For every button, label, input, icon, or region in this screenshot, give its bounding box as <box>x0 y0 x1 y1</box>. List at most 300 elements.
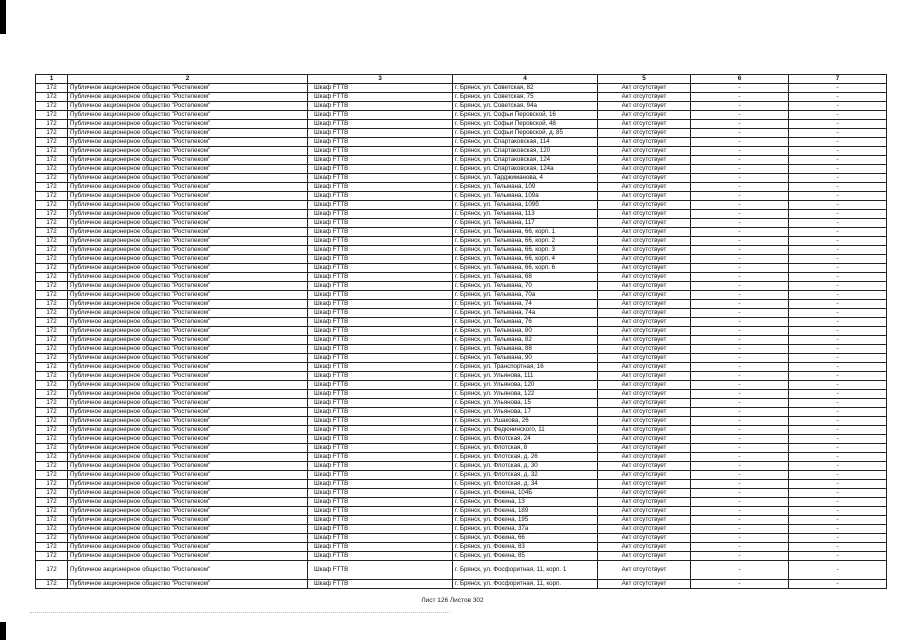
cell-owner: Публичное акционерное общество "Ростелеком" <box>68 237 308 246</box>
cell-owner: Публичное акционерное общество "Ростелеком" <box>68 264 308 273</box>
cell-address: г. Брянск, ул. Флотская, д. 32 <box>453 471 598 480</box>
cell-act-status: Акт отсутствует <box>598 426 691 435</box>
cell-object-type: Шкаф FTTB <box>308 354 453 363</box>
cell-object-type: Шкаф FTTB <box>308 192 453 201</box>
cell-owner: Публичное акционерное общество "Ростелеком" <box>68 336 308 345</box>
cell-address: г. Брянск, ул. Тельмана, 74 <box>453 300 598 309</box>
cell-owner: Публичное акционерное общество "Ростелеком" <box>68 462 308 471</box>
cell-col7: - <box>789 174 887 183</box>
cell-act-status: Акт отсутствует <box>598 345 691 354</box>
cell-address: г. Брянск, ул. Фосфоритная, 11, корп. <box>453 580 598 589</box>
cell-number: 172 <box>36 534 68 543</box>
table-row <box>36 561 887 580</box>
table-row <box>36 138 887 147</box>
cell-col6: - <box>691 282 789 291</box>
cell-col6: - <box>691 498 789 507</box>
cell-act-status: Акт отсутствует <box>598 552 691 561</box>
cell-address: г. Брянск, ул. Фокина, 66 <box>453 534 598 543</box>
table-row <box>36 255 887 264</box>
cell-number: 172 <box>36 93 68 102</box>
cell-owner: Публичное акционерное общество "Ростелеком" <box>68 408 308 417</box>
cell-act-status: Акт отсутствует <box>598 534 691 543</box>
cell-object-type: Шкаф FTTB <box>308 489 453 498</box>
cell-act-status: Акт отсутствует <box>598 93 691 102</box>
cell-address: г. Брянск, ул. Федюнинского, 11 <box>453 426 598 435</box>
cell-number: 172 <box>36 210 68 219</box>
cell-object-type: Шкаф FTTB <box>308 381 453 390</box>
cell-number: 172 <box>36 228 68 237</box>
table-row <box>36 228 887 237</box>
cell-col7: - <box>789 237 887 246</box>
cell-owner: Публичное акционерное общество "Ростелеком" <box>68 543 308 552</box>
cell-number: 172 <box>36 102 68 111</box>
table-row <box>36 246 887 255</box>
cell-owner: Публичное акционерное общество "Ростелеком" <box>68 228 308 237</box>
cell-col7: - <box>789 291 887 300</box>
scan-edge-mark-bottom <box>0 622 6 640</box>
cell-owner: Публичное акционерное общество "Ростелеком" <box>68 516 308 525</box>
cell-owner: Публичное акционерное общество "Ростелеком" <box>68 318 308 327</box>
cell-number: 172 <box>36 318 68 327</box>
cell-number: 172 <box>36 399 68 408</box>
cell-col7: - <box>789 210 887 219</box>
table-row <box>36 534 887 543</box>
cell-col6: - <box>691 417 789 426</box>
cell-object-type: Шкаф FTTB <box>308 138 453 147</box>
cell-col6: - <box>691 543 789 552</box>
cell-address: г. Брянск, ул. Флотская, д. 34 <box>453 480 598 489</box>
cell-col7: - <box>789 84 887 93</box>
cell-col7: - <box>789 327 887 336</box>
cell-col6: - <box>691 381 789 390</box>
table-row <box>36 102 887 111</box>
cell-address: г. Брянск, ул. Фокина, 195 <box>453 516 598 525</box>
table-row <box>36 408 887 417</box>
cell-owner: Публичное акционерное общество "Ростелеком" <box>68 210 308 219</box>
cell-col6: - <box>691 552 789 561</box>
cell-owner: Публичное акционерное общество "Ростелеком" <box>68 282 308 291</box>
table-row <box>36 516 887 525</box>
column-header-7: 7 <box>789 75 887 84</box>
cell-object-type: Шкаф FTTB <box>308 471 453 480</box>
cell-address: г. Брянск, ул. Тельмана, 109б <box>453 201 598 210</box>
cell-col7: - <box>789 93 887 102</box>
cell-col7: - <box>789 138 887 147</box>
table-row <box>36 165 887 174</box>
column-header-2: 2 <box>68 75 308 84</box>
cell-number: 172 <box>36 156 68 165</box>
cell-act-status: Акт отсутствует <box>598 435 691 444</box>
table-row <box>36 192 887 201</box>
table-row <box>36 264 887 273</box>
cell-object-type: Шкаф FTTB <box>308 498 453 507</box>
cell-owner: Публичное акционерное общество "Ростелеком" <box>68 255 308 264</box>
table-row <box>36 336 887 345</box>
column-header-6: 6 <box>691 75 789 84</box>
cell-col6: - <box>691 138 789 147</box>
cell-number: 172 <box>36 336 68 345</box>
cell-object-type: Шкаф FTTB <box>308 129 453 138</box>
cell-object-type: Шкаф FTTB <box>308 462 453 471</box>
cell-act-status: Акт отсутствует <box>598 525 691 534</box>
table-row <box>36 156 887 165</box>
table-row <box>36 273 887 282</box>
cell-owner: Публичное акционерное общество "Ростелеком" <box>68 129 308 138</box>
cell-object-type: Шкаф FTTB <box>308 255 453 264</box>
cell-object-type: Шкаф FTTB <box>308 300 453 309</box>
cell-number: 172 <box>36 237 68 246</box>
cell-col6: - <box>691 462 789 471</box>
cell-col6: - <box>691 480 789 489</box>
cell-owner: Публичное акционерное общество "Ростелеком" <box>68 300 308 309</box>
cell-number: 172 <box>36 309 68 318</box>
cell-act-status: Акт отсутствует <box>598 453 691 462</box>
cell-owner: Публичное акционерное общество "Ростелеком" <box>68 201 308 210</box>
cell-col7: - <box>789 417 887 426</box>
cell-act-status: Акт отсутствует <box>598 165 691 174</box>
cell-owner: Публичное акционерное общество "Ростелеком" <box>68 534 308 543</box>
cell-act-status: Акт отсутствует <box>598 498 691 507</box>
cell-object-type: Шкаф FTTB <box>308 156 453 165</box>
cell-col7: - <box>789 336 887 345</box>
cell-number: 172 <box>36 201 68 210</box>
cell-col7: - <box>789 543 887 552</box>
cell-address: г. Брянск, ул. Тельмана, 70а <box>453 291 598 300</box>
cell-col7: - <box>789 354 887 363</box>
cell-address: г. Брянск, ул. Советская, 75 <box>453 93 598 102</box>
cell-number: 172 <box>36 426 68 435</box>
table-row <box>36 525 887 534</box>
cell-col7: - <box>789 192 887 201</box>
cell-col6: - <box>691 561 789 580</box>
cell-number: 172 <box>36 165 68 174</box>
table-row <box>36 93 887 102</box>
cell-act-status: Акт отсутствует <box>598 462 691 471</box>
cell-col7: - <box>789 201 887 210</box>
table-row <box>36 282 887 291</box>
page-counter: Лист 126 Листов 302 <box>421 597 484 604</box>
cell-number: 172 <box>36 111 68 120</box>
cell-act-status: Акт отсутствует <box>598 408 691 417</box>
cell-col6: - <box>691 525 789 534</box>
cell-number: 172 <box>36 525 68 534</box>
table-row <box>36 300 887 309</box>
cell-owner: Публичное акционерное общество "Ростелеком" <box>68 417 308 426</box>
cell-act-status: Акт отсутствует <box>598 480 691 489</box>
cell-act-status: Акт отсутствует <box>598 471 691 480</box>
cell-col6: - <box>691 291 789 300</box>
cell-address: г. Брянск, ул. Тельмана, 74а <box>453 309 598 318</box>
cell-number: 172 <box>36 129 68 138</box>
cell-address: г. Брянск, ул. Спартаковская, 124 <box>453 156 598 165</box>
cell-number: 172 <box>36 120 68 129</box>
cell-act-status: Акт отсутствует <box>598 444 691 453</box>
cell-col7: - <box>789 580 887 589</box>
table-row <box>36 372 887 381</box>
cell-address: г. Брянск, ул. Тельмана, 90 <box>453 354 598 363</box>
cell-owner: Публичное акционерное общество "Ростелеком" <box>68 156 308 165</box>
cell-col6: - <box>691 237 789 246</box>
cell-object-type: Шкаф FTTB <box>308 165 453 174</box>
cell-owner: Публичное акционерное общество "Ростелеком" <box>68 363 308 372</box>
table-row <box>36 201 887 210</box>
cell-act-status: Акт отсутствует <box>598 489 691 498</box>
cell-col6: - <box>691 192 789 201</box>
cell-act-status: Акт отсутствует <box>598 336 691 345</box>
cell-number: 172 <box>36 480 68 489</box>
cell-object-type: Шкаф FTTB <box>308 120 453 129</box>
cell-object-type: Шкаф FTTB <box>308 327 453 336</box>
cell-col6: - <box>691 327 789 336</box>
cell-col7: - <box>789 408 887 417</box>
cell-col6: - <box>691 426 789 435</box>
column-header-1: 1 <box>36 75 68 84</box>
cell-col7: - <box>789 435 887 444</box>
cell-act-status: Акт отсутствует <box>598 363 691 372</box>
cell-col6: - <box>691 453 789 462</box>
table-row <box>36 354 887 363</box>
cell-object-type: Шкаф FTTB <box>308 174 453 183</box>
cell-col6: - <box>691 435 789 444</box>
cell-act-status: Акт отсутствует <box>598 282 691 291</box>
cell-owner: Публичное акционерное общество "Ростелеком" <box>68 435 308 444</box>
table-row <box>36 498 887 507</box>
cell-object-type: Шкаф FTTB <box>308 534 453 543</box>
cell-col7: - <box>789 156 887 165</box>
cell-owner: Публичное акционерное общество "Ростелеком" <box>68 525 308 534</box>
cell-owner: Публичное акционерное общество "Ростелеком" <box>68 192 308 201</box>
cell-address: г. Брянск, ул. Тельмана, 68 <box>453 273 598 282</box>
cell-col6: - <box>691 156 789 165</box>
cell-number: 172 <box>36 300 68 309</box>
cell-address: г. Брянск, ул. Тельмана, 117 <box>453 219 598 228</box>
objects-table <box>35 74 887 589</box>
cell-col6: - <box>691 507 789 516</box>
cell-address: г. Брянск, ул. Фокина, 83 <box>453 543 598 552</box>
cell-address: г. Брянск, ул. Тарджиманова, 4 <box>453 174 598 183</box>
cell-col7: - <box>789 399 887 408</box>
cell-col6: - <box>691 201 789 210</box>
cell-act-status: Акт отсутствует <box>598 228 691 237</box>
cell-act-status: Акт отсутствует <box>598 255 691 264</box>
table-row <box>36 507 887 516</box>
cell-number: 172 <box>36 435 68 444</box>
table-row <box>36 111 887 120</box>
table-row <box>36 462 887 471</box>
cell-object-type: Шкаф FTTB <box>308 372 453 381</box>
cell-col7: - <box>789 129 887 138</box>
cell-col6: - <box>691 84 789 93</box>
cell-col7: - <box>789 498 887 507</box>
cell-object-type: Шкаф FTTB <box>308 345 453 354</box>
cell-col7: - <box>789 147 887 156</box>
cell-address: г. Брянск, ул. Ульянова, 17 <box>453 408 598 417</box>
cell-address: г. Брянск, ул. Тельмана, 66, корп. 6 <box>453 264 598 273</box>
cell-number: 172 <box>36 147 68 156</box>
cell-number: 172 <box>36 453 68 462</box>
cell-object-type: Шкаф FTTB <box>308 246 453 255</box>
cell-owner: Публичное акционерное общество "Ростелеком" <box>68 453 308 462</box>
table-row <box>36 552 887 561</box>
cell-col7: - <box>789 453 887 462</box>
table-row <box>36 580 887 589</box>
cell-col6: - <box>691 264 789 273</box>
cell-address: г. Брянск, ул. Флотская, 24 <box>453 435 598 444</box>
cell-object-type: Шкаф FTTB <box>308 318 453 327</box>
cell-address: г. Брянск, ул. Софьи Перовской, 16 <box>453 111 598 120</box>
cell-col7: - <box>789 507 887 516</box>
cell-object-type: Шкаф FTTB <box>308 93 453 102</box>
cell-number: 172 <box>36 345 68 354</box>
cell-owner: Публичное акционерное общество "Ростелеком" <box>68 219 308 228</box>
cell-col7: - <box>789 489 887 498</box>
cell-col6: - <box>691 471 789 480</box>
cell-act-status: Акт отсутствует <box>598 210 691 219</box>
cell-address: г. Брянск, ул. Тельмана, 66, корп. 3 <box>453 246 598 255</box>
cell-act-status: Акт отсутствует <box>598 201 691 210</box>
cell-owner: Публичное акционерное общество "Ростелеком" <box>68 390 308 399</box>
cell-act-status: Акт отсутствует <box>598 192 691 201</box>
cell-col7: - <box>789 561 887 580</box>
table-row <box>36 120 887 129</box>
cell-object-type: Шкаф FTTB <box>308 291 453 300</box>
cell-address: г. Брянск, ул. Софьи Перовской, 48 <box>453 120 598 129</box>
cell-owner: Публичное акционерное общество "Ростелеком" <box>68 165 308 174</box>
cell-owner: Публичное акционерное общество "Ростелеком" <box>68 345 308 354</box>
cell-object-type: Шкаф FTTB <box>308 102 453 111</box>
cell-col6: - <box>691 273 789 282</box>
cell-col7: - <box>789 246 887 255</box>
cell-col7: - <box>789 552 887 561</box>
cell-object-type: Шкаф FTTB <box>308 336 453 345</box>
cell-number: 172 <box>36 84 68 93</box>
table-row <box>36 237 887 246</box>
cell-col7: - <box>789 444 887 453</box>
cell-address: г. Брянск, ул. Тельмана, 76 <box>453 318 598 327</box>
cell-act-status: Акт отсутствует <box>598 111 691 120</box>
cell-act-status: Акт отсутствует <box>598 273 691 282</box>
cell-owner: Публичное акционерное общество "Ростелеком" <box>68 372 308 381</box>
column-header-4: 4 <box>453 75 598 84</box>
table-row <box>36 417 887 426</box>
cell-number: 172 <box>36 291 68 300</box>
scan-edge-mark-top <box>0 0 6 34</box>
cell-col6: - <box>691 318 789 327</box>
cell-act-status: Акт отсутствует <box>598 372 691 381</box>
table-row <box>36 183 887 192</box>
cell-owner: Публичное акционерное общество "Ростелеком" <box>68 183 308 192</box>
cell-object-type: Шкаф FTTB <box>308 363 453 372</box>
cell-col7: - <box>789 372 887 381</box>
cell-owner: Публичное акционерное общество "Ростелеком" <box>68 246 308 255</box>
cell-owner: Публичное акционерное общество "Ростелеком" <box>68 489 308 498</box>
cell-number: 172 <box>36 282 68 291</box>
cell-object-type: Шкаф FTTB <box>308 84 453 93</box>
cell-address: г. Брянск, ул. Фосфоритная, 11, корп. 1 <box>453 561 598 580</box>
cell-col7: - <box>789 381 887 390</box>
cell-act-status: Акт отсутствует <box>598 183 691 192</box>
cell-act-status: Акт отсутствует <box>598 120 691 129</box>
cell-address: г. Брянск, ул. Тельмана, 66, корп. 2 <box>453 237 598 246</box>
cell-col7: - <box>789 282 887 291</box>
cell-owner: Публичное акционерное общество "Ростелеком" <box>68 507 308 516</box>
cell-act-status: Акт отсутствует <box>598 156 691 165</box>
cell-address: г. Брянск, ул. Спартаковская, 124а <box>453 165 598 174</box>
table-row <box>36 435 887 444</box>
cell-owner: Публичное акционерное общество "Ростелеком" <box>68 138 308 147</box>
cell-number: 172 <box>36 174 68 183</box>
cell-number: 172 <box>36 417 68 426</box>
cell-col6: - <box>691 120 789 129</box>
cell-object-type: Шкаф FTTB <box>308 561 453 580</box>
cell-object-type: Шкаф FTTB <box>308 228 453 237</box>
column-header-5: 5 <box>598 75 691 84</box>
cell-address: г. Брянск, ул. Ульянова, 111 <box>453 372 598 381</box>
cell-owner: Публичное акционерное общество "Ростелеком" <box>68 174 308 183</box>
table-row <box>36 363 887 372</box>
cell-object-type: Шкаф FTTB <box>308 417 453 426</box>
cell-address: г. Брянск, ул. Софьи Перовской, д. 85 <box>453 129 598 138</box>
cell-col7: - <box>789 345 887 354</box>
cell-col6: - <box>691 102 789 111</box>
cell-number: 172 <box>36 138 68 147</box>
cell-act-status: Акт отсутствует <box>598 264 691 273</box>
table-row <box>36 480 887 489</box>
cell-owner: Публичное акционерное общество "Ростелеком" <box>68 399 308 408</box>
cell-col7: - <box>789 102 887 111</box>
cell-object-type: Шкаф FTTB <box>308 147 453 156</box>
cell-owner: Публичное акционерное общество "Ростелеком" <box>68 309 308 318</box>
cell-act-status: Акт отсутствует <box>598 390 691 399</box>
cell-address: г. Брянск, ул. Тельмана, 70 <box>453 282 598 291</box>
table-row <box>36 129 887 138</box>
table-row <box>36 309 887 318</box>
cell-address: г. Брянск, ул. Ульянова, 122 <box>453 390 598 399</box>
cell-number: 172 <box>36 327 68 336</box>
cell-number: 172 <box>36 381 68 390</box>
cell-col6: - <box>691 399 789 408</box>
cell-number: 172 <box>36 219 68 228</box>
cell-col7: - <box>789 300 887 309</box>
cell-owner: Публичное акционерное общество "Ростелеком" <box>68 120 308 129</box>
cell-col6: - <box>691 489 789 498</box>
cell-act-status: Акт отсутствует <box>598 399 691 408</box>
cell-act-status: Акт отсутствует <box>598 84 691 93</box>
cell-owner: Публичное акционерное общество "Ростелеком" <box>68 93 308 102</box>
cell-object-type: Шкаф FTTB <box>308 201 453 210</box>
table-row <box>36 219 887 228</box>
cell-object-type: Шкаф FTTB <box>308 580 453 589</box>
column-header-3: 3 <box>308 75 453 84</box>
cell-object-type: Шкаф FTTB <box>308 525 453 534</box>
cell-col6: - <box>691 129 789 138</box>
table-row <box>36 174 887 183</box>
cell-col7: - <box>789 255 887 264</box>
cell-number: 172 <box>36 580 68 589</box>
cell-owner: Публичное акционерное общество "Ростелеком" <box>68 498 308 507</box>
cell-address: г. Брянск, ул. Тельмана, 80 <box>453 327 598 336</box>
cell-col7: - <box>789 363 887 372</box>
cell-col7: - <box>789 219 887 228</box>
cell-col6: - <box>691 336 789 345</box>
cell-col6: - <box>691 147 789 156</box>
cell-number: 172 <box>36 192 68 201</box>
cell-number: 172 <box>36 408 68 417</box>
table-body <box>36 84 887 589</box>
table-row <box>36 453 887 462</box>
cell-object-type: Шкаф FTTB <box>308 111 453 120</box>
cell-owner: Публичное акционерное общество "Ростелеком" <box>68 471 308 480</box>
